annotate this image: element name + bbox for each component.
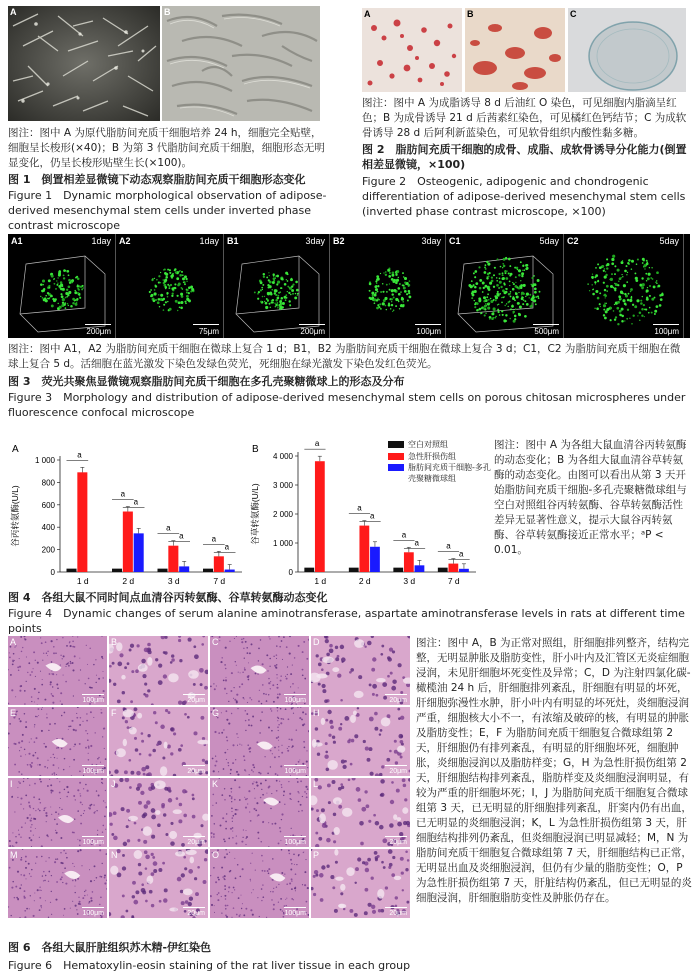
scale-label: 20μm <box>187 839 205 846</box>
fig2-panel-a-image <box>362 8 462 92</box>
bar <box>214 556 224 572</box>
chart-legend <box>388 438 498 484</box>
scale-label: 20μm <box>389 839 407 846</box>
bar <box>67 569 77 572</box>
he-panel-m <box>8 849 107 918</box>
panel-label: A2 <box>119 236 131 246</box>
scale-bar <box>82 694 104 695</box>
fig1-panel-a-image <box>8 6 160 121</box>
day-label: 1day <box>199 236 219 246</box>
x-tick-label: 1 d <box>314 576 327 586</box>
he-panel-a <box>8 636 107 705</box>
bar <box>393 568 403 572</box>
scale-label: 100μm <box>284 697 306 704</box>
scale-bar <box>183 907 205 908</box>
y-tick-label: 0 <box>288 568 293 577</box>
legend-label: 空白对照组 <box>408 439 448 449</box>
he-stain-panel-grid <box>8 636 412 920</box>
scale-bar <box>183 694 205 695</box>
scale-bar <box>82 907 104 908</box>
fig6-title-cn: 图 6 各组大鼠肝脏组织苏木精-伊红染色 <box>8 941 212 954</box>
panel-label: O <box>212 850 220 860</box>
day-label: 1day <box>91 236 111 246</box>
panel-label: I <box>10 779 13 789</box>
x-tick-label: 3 d <box>167 576 180 586</box>
scale-bar <box>385 765 407 766</box>
panel-label: P <box>313 850 320 860</box>
bar <box>179 566 189 572</box>
bar <box>415 565 425 572</box>
he-panel-f <box>109 707 208 776</box>
scale-label: 100μm <box>284 839 306 846</box>
bar <box>203 569 213 572</box>
fig6-caption: 图注：图中 A，B 为正常对照组，肝细胞排列整齐，结构完整，无明显肿胀及脂肪变性，肝小叶内及汇管区无炎症细胞浸润，未见肝细胞坏死变性及异常；C，D 为注射四氯化碳-橄榄油 24 h 后，肝细胞排列紊乱，肝细胞有明显的坏死，肝细胞弥漫性水肿，肝小叶内有明显的坏死灶，炎细胞浸润严重，细胞核大小不一，有浓缩及破碎的核，有明显的肿胀及脂肪变性；E，F 为脂肪间充质干细胞复合微球组第 2 天，肝细胞仍有排列紊乱，有明显的肝细胞坏死，细胞肿胀，炎细胞浸润以及脂肪样变；G，H 为急性肝损伤组第 2 天，肝细胞结构排列紊乱，脂肪样变及炎细胞浸润明显，有较为严重的肝细胞坏死；I，J 为脂肪间充质干细胞复合微球组第 3 天，已无明显的肝细胞排列紊乱，肝窦内仍有出血，已无明显的炎细胞浸润；K，L 为急性肝损伤组第 3 天，肝细胞结构排列仍紊乱，但炎细胞浸润已明显减轻；M，N 为脂肪间充质干细胞复合微球组第 7 天，肝细胞结构已正常，无明显出血及炎细胞浸润，但仍有少量的脂肪变性；O，P 为急性肝损伤组第 7 天，肝脏结构仍紊乱，但已无明显的炎细胞浸润，肝细胞脂肪变性及肿胀仍存在。 <box>416 637 692 904</box>
y-tick-label: 1 000 <box>272 539 293 548</box>
bar <box>438 568 448 572</box>
y-tick-label: 200 <box>41 545 55 555</box>
fig3-title-cn: 图 3 荧光共聚焦显微镜观察脂肪间充质干细胞在多孔壳聚糖微球上的形态及分布 <box>8 375 405 388</box>
panel-label: A <box>364 9 371 19</box>
bar <box>448 564 458 572</box>
day-label: 3day <box>305 236 325 246</box>
x-tick-label: 7 d <box>447 576 460 586</box>
y-tick-label: 400 <box>41 523 55 533</box>
microsphere-fluorescence-image <box>116 234 223 338</box>
scale-bar <box>284 836 306 837</box>
bar <box>158 569 168 572</box>
he-panel-e <box>8 707 107 776</box>
scale-bar <box>82 836 104 837</box>
x-tick-label: 2 d <box>358 576 371 586</box>
legend-swatch-red <box>388 453 404 460</box>
he-panel-h <box>311 707 410 776</box>
he-panel-g <box>210 707 309 776</box>
fluorescence-panel-b1 <box>224 234 330 338</box>
panel-label: A <box>12 444 19 455</box>
he-panel-b <box>109 636 208 705</box>
scale-bar <box>284 907 306 908</box>
panel-label: J <box>111 779 116 789</box>
legend-item-control <box>388 438 498 450</box>
fluorescence-panel-b2 <box>330 234 446 338</box>
scale-bar <box>85 324 111 325</box>
bar <box>370 547 380 572</box>
fluorescence-panel-c2 <box>564 234 684 338</box>
scale-label: 20μm <box>389 910 407 917</box>
panel-label: C2 <box>567 236 579 246</box>
he-panel-j <box>109 778 208 847</box>
y-tick-label: 0 <box>50 568 55 577</box>
fluorescence-panel-c1 <box>446 234 564 338</box>
y-axis-label: 谷丙转氨酶(U/L) <box>10 485 20 547</box>
panel-label: A <box>10 7 17 17</box>
significance-label: a <box>77 450 82 460</box>
legend-label: 脂肪间充质干细胞-多孔壳聚糖微球组 <box>408 463 491 483</box>
scale-bar <box>193 324 219 325</box>
scale-bar <box>533 324 559 325</box>
fig1-title-en: Figure 1 Dynamic morphological observation of adipose-derived mesenchymal stem cells under inverted phase contrast microscope <box>8 189 327 232</box>
he-panel-k <box>210 778 309 847</box>
fig2-title-en: Figure 2 Osteogenic, adipogenic and chondrogenic differentiation of adipose-derived mesenchymal stem cells (inverted phase contrast microscope, ×100) <box>362 175 686 218</box>
panel-label: L <box>313 779 319 789</box>
significance-label: a <box>414 538 419 548</box>
x-tick-label: 3 d <box>403 576 416 586</box>
fig4-caption: 图注：图中 A 为各组大鼠血清谷丙转氨酶的动态变化；B 为各组大鼠血清谷草转氨酶的动态变化。由图可以看出从第 3 天开始脂肪间充质干细胞-多孔壳聚糖微球组与空白对照组谷丙转氨酶、谷草转氨酶活性差异无显著性意义，提示大鼠谷丙转氨酶、谷草转氨酶接近正常水平；ᵃP < 0.01。 <box>494 439 687 556</box>
bar <box>112 569 122 572</box>
bar <box>168 546 178 572</box>
alt-bar-chart <box>8 440 246 590</box>
legend-swatch-blue <box>388 464 404 471</box>
scale-label: 100μm <box>284 768 306 775</box>
panel-label: B1 <box>227 236 239 246</box>
y-tick-label: 3 000 <box>272 481 293 490</box>
fig2-panel-b-image <box>465 8 565 92</box>
day-label: 5day <box>659 236 679 246</box>
significance-label: a <box>458 549 464 559</box>
significance-label: a <box>179 531 184 541</box>
scale-bar <box>385 694 407 695</box>
fig1-caption: 图注：图中 A 为原代脂肪间充质干细胞培养 24 h，细胞完全贴壁，细胞呈长梭形(×40)；B 为第 3 代脂肪间充质干细胞，细胞形态无明显变化，仍呈长梭形贴壁生长(×100)。 <box>8 127 325 169</box>
he-panel-d <box>311 636 410 705</box>
scale-label: 100μm <box>284 910 306 917</box>
oil-red-o-stain-image <box>362 8 462 92</box>
fig2-caption: 图注：图中 A 为成脂诱导 8 d 后油红 O 染色，可见细胞内脂滴呈红色；B 为成骨诱导 21 d 后茜素红染色，可见橘红色钙结节；C 为成软骨诱导 28 d 后阿利新蓝染色，可见软骨组织内酸性黏多糖。 <box>362 97 687 139</box>
y-tick-label: 600 <box>41 500 55 510</box>
scale-label: 75μm <box>198 327 219 336</box>
fig1-title-cn: 图 1 倒置相差显微镜下动态观察脂肪间充质干细胞形态变化 <box>8 173 306 186</box>
fig4-title-cn: 图 4 各组大鼠不同时间点血清谷丙转氨酶、谷草转氨酶动态变化 <box>8 591 328 604</box>
he-panel-c <box>210 636 309 705</box>
significance-label: a <box>120 489 126 499</box>
bar <box>349 568 359 572</box>
microsphere-fluorescence-image <box>8 234 115 338</box>
panel-label: N <box>111 850 118 860</box>
scale-label: 100μm <box>82 910 104 917</box>
legend-item-treatment <box>388 462 498 484</box>
y-tick-label: 800 <box>41 478 55 488</box>
fig6-title-en: Figure 6 Hematoxylin-eosin staining of the rat liver tissue in each group <box>8 959 411 972</box>
scale-label: 100μm <box>82 697 104 704</box>
panel-label: K <box>212 779 219 789</box>
he-panel-n <box>109 849 208 918</box>
he-panel-o <box>210 849 309 918</box>
panel-label: B <box>467 9 474 19</box>
y-tick-label: 1 000 <box>34 456 55 465</box>
scale-label: 200μm <box>300 327 325 336</box>
panel-label: B <box>164 7 171 17</box>
scale-label: 20μm <box>389 697 407 704</box>
bar <box>77 472 87 572</box>
bar <box>123 512 133 572</box>
scale-bar <box>183 765 205 766</box>
bar <box>134 533 144 572</box>
scale-label: 200μm <box>86 327 111 336</box>
panel-label: B2 <box>333 236 345 246</box>
panel-label: C <box>212 637 219 647</box>
significance-label: a <box>369 511 375 521</box>
fig4-title-en: Figure 4 Dynamic changes of serum alanine aminotransferase, aspartate aminotransferase levels in rats at different time points <box>8 607 685 635</box>
significance-label: a <box>224 542 230 552</box>
bar <box>404 552 414 572</box>
scale-label: 100μm <box>82 839 104 846</box>
significance-label: a <box>133 497 139 507</box>
panel-label: C1 <box>449 236 461 246</box>
bar <box>359 526 369 572</box>
scale-label: 20μm <box>187 910 205 917</box>
legend-item-injury <box>388 450 498 462</box>
bar <box>315 461 325 572</box>
bar <box>459 569 469 572</box>
day-label: 3day <box>421 236 441 246</box>
panel-label: F <box>111 708 117 718</box>
panel-label: C <box>570 9 577 19</box>
scale-label: 100μm <box>82 768 104 775</box>
fluorescence-panel-a2 <box>116 234 224 338</box>
microsphere-fluorescence-image <box>446 234 563 338</box>
y-axis-label: 谷草转氨酶(U/L) <box>250 483 260 545</box>
scale-bar <box>385 836 407 837</box>
scale-bar <box>653 324 679 325</box>
bar <box>304 568 314 572</box>
panel-label: M <box>10 850 18 860</box>
fig1-panel-b-image <box>162 6 320 121</box>
x-tick-label: 7 d <box>213 576 226 586</box>
day-label: 5day <box>539 236 559 246</box>
scale-label: 20μm <box>389 768 407 775</box>
alcian-blue-stain-image <box>568 8 686 92</box>
fig2-panel-c-image <box>568 8 686 92</box>
panel-label: B <box>111 637 118 647</box>
panel-label: H <box>313 708 320 718</box>
significance-label: a <box>401 530 407 540</box>
he-panel-l <box>311 778 410 847</box>
scale-bar <box>82 765 104 766</box>
scale-bar <box>299 324 325 325</box>
microsphere-fluorescence-image <box>224 234 329 338</box>
legend-label: 急性肝损伤组 <box>408 451 456 461</box>
scale-label: 100μm <box>416 327 441 336</box>
legend-swatch-black <box>388 441 404 448</box>
fig3-panel-strip <box>8 234 690 338</box>
panel-label: B <box>252 444 259 455</box>
significance-label: a <box>357 503 362 513</box>
scale-label: 20μm <box>187 697 205 704</box>
panel-label: G <box>212 708 220 718</box>
panel-label: D <box>313 637 320 647</box>
fig3-caption: 图注：图中 A1，A2 为脂肪间充质干细胞在微球上复合 1 d；B1，B2 为脂肪间充质干细胞在微球上复合 3 d；C1，C2 为脂肪间充质干细胞在微球上复合 5 d。活细胞在蓝光激发下染色发绿色荧光，死细胞在绿光激发下染色发红色荧光。 <box>8 343 681 370</box>
significance-label: a <box>166 523 171 533</box>
phase-contrast-passage3-image <box>162 6 320 121</box>
fig2-title-cn: 图 2 脂肪间充质干细胞的成骨、成脂、成软骨诱导分化能力(倒置相差显微镜，×100) <box>362 143 687 171</box>
x-tick-label: 2 d <box>122 576 135 586</box>
significance-label: a <box>446 541 451 551</box>
fig3-title-en: Figure 3 Morphology and distribution of adipose-derived mesenchymal stem cells on porous chitosan microspheres under fluorescence confocal microscope <box>8 391 686 419</box>
fluorescence-panel-a1 <box>8 234 116 338</box>
he-panel-i <box>8 778 107 847</box>
scale-bar <box>284 765 306 766</box>
alizarin-red-stain-image <box>465 8 565 92</box>
scale-bar <box>415 324 441 325</box>
scale-label: 20μm <box>187 768 205 775</box>
scale-bar <box>385 907 407 908</box>
scale-bar <box>284 694 306 695</box>
panel-label: A <box>10 637 17 647</box>
significance-label: a <box>314 440 320 449</box>
microsphere-fluorescence-image <box>330 234 445 338</box>
bar <box>225 570 235 572</box>
microsphere-fluorescence-image <box>564 234 683 338</box>
phase-contrast-cells-image <box>8 6 160 121</box>
x-tick-label: 1 d <box>76 576 89 586</box>
scale-label: 500μm <box>534 327 559 336</box>
scale-label: 100μm <box>654 327 679 336</box>
panel-label: E <box>10 708 17 718</box>
he-panel-p <box>311 849 410 918</box>
panel-label: A1 <box>11 236 23 246</box>
y-tick-label: 4 000 <box>272 452 293 461</box>
scale-bar <box>183 836 205 837</box>
significance-label: a <box>211 534 217 544</box>
y-tick-label: 2 000 <box>272 510 293 519</box>
